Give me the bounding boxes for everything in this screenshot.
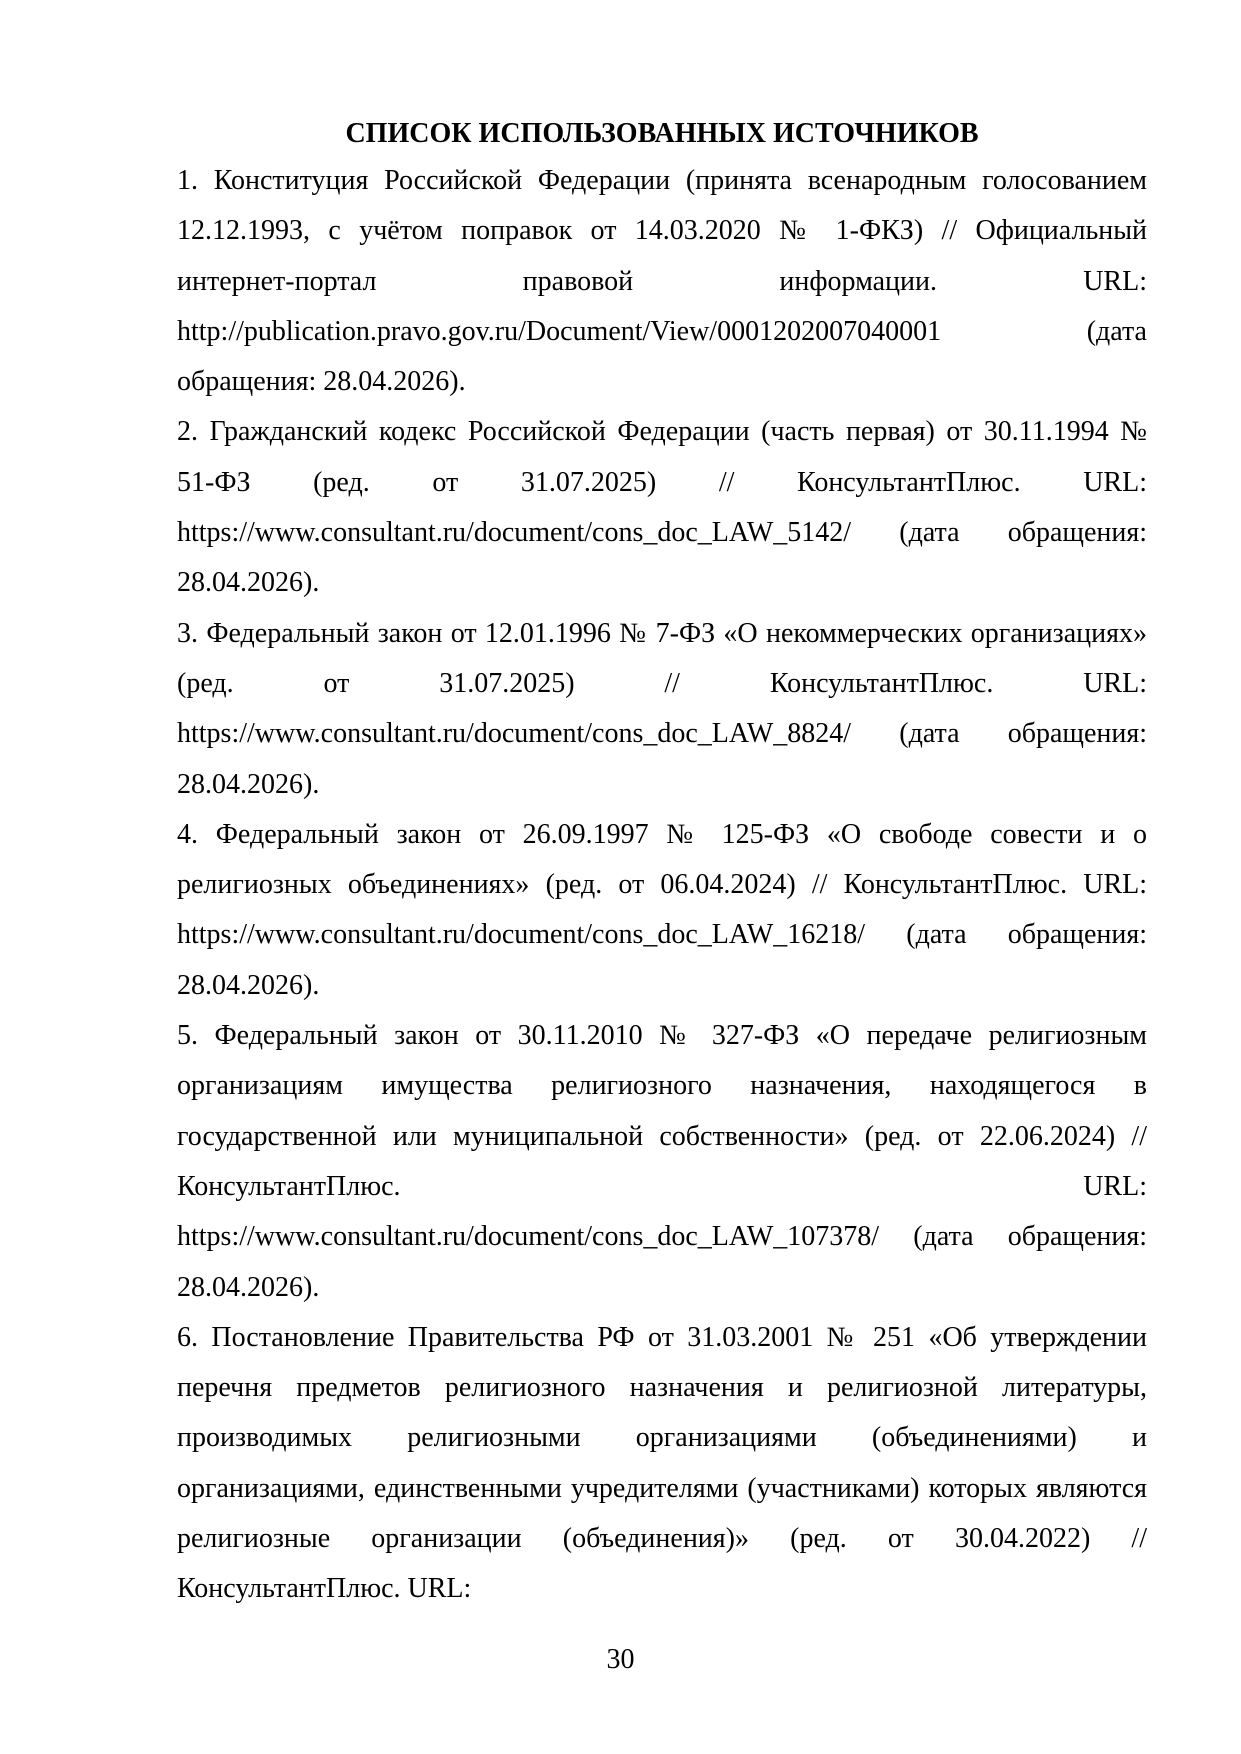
bibliography-entry-6: 6. Постановление Правительства РФ от 31.03.2001 № 251 «Об утверждении перечня предметов религиозного назначения и религиозной литературы, производимых религиозными организациями (объединениями) и организациями, единственными учредителями (участниками) которых являются религиозные организации (объединения)» (ред. от 30.04.2022) // КонсультантПлюс. URL: — [177, 1321, 1147, 1605]
bibliography-entry-3: 3. Федеральный закон от 12.01.1996 № 7-ФЗ «О некоммерческих организациях» (ред. от 31.07.2025) // КонсультантПлюс. URL: https://www.consultant.ru/document/cons_doc_LAW_8824/ (дата обращения: 28.04.2026). — [177, 617, 1147, 800]
bibliography-entry-5: 5. Федеральный закон от 30.11.2010 № 327-ФЗ «О передаче религиозным организациям имущества религиозного назначения, находящегося в государственной или муниципальной собственности» (ред. от 22.06.2024) // КонсультантПлюс. URL: https://www.consultant.ru/document/cons_doc_LAW_107378/ (дата обращения: 28.04.2026). — [177, 1020, 1147, 1303]
bibliography-section — [177, 114, 1147, 1615]
bibliography-entry-2: 2. Гражданский кодекс Российской Федерации (часть первая) от 30.11.1994 № 51-ФЗ (ред. от 31.07.2025) // КонсультантПлюс. URL: https://www.consultant.ru/document/cons_doc_LAW_5142/ (дата обращения: 28.04.2026). — [177, 416, 1147, 599]
bibliography-entry-1: 1. Конституция Российской Федерации (принята всенародным голосованием 12.12.1993, с учётом поправок от 14.03.2020 № 1-ФКЗ) // Официальный интернет-портал правовой информации. URL: http://publication.pravo.gov.ru/Document/View/0001202007040001 (дата обращения: 28.04.2026). — [177, 165, 1147, 398]
section-heading: СПИСОК ИСПОЛЬЗОВАННЫХ ИСТОЧНИКОВ — [345, 118, 979, 149]
bibliography-entry-4: 4. Федеральный закон от 26.09.1997 № 125-ФЗ «О свободе совести и о религиозных объединениях» (ред. от 06.04.2024) // КонсультантПлюс. URL: https://www.consultant.ru/document/cons_doc_LAW_16218/ (дата обращения: 28.04.2026). — [177, 818, 1147, 1001]
page-number: 30 — [606, 1644, 635, 1675]
